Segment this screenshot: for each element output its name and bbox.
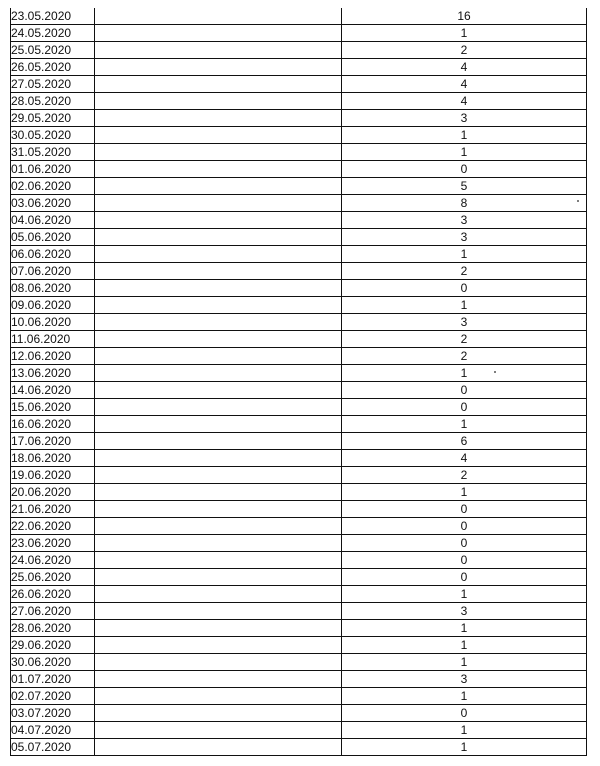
date-cell: 25.05.2020 [11, 42, 95, 59]
count-cell: 0 [342, 501, 587, 518]
date-cell: 30.05.2020 [11, 127, 95, 144]
date-cell: 20.06.2020 [11, 484, 95, 501]
table-row [11, 688, 587, 705]
count-cell: 4 [342, 59, 587, 76]
empty-cell [95, 365, 342, 382]
empty-cell [95, 246, 342, 263]
count-cell: 3 [342, 603, 587, 620]
table-row [11, 178, 587, 195]
table-row [11, 416, 587, 433]
table-row [11, 739, 587, 756]
table-row [11, 382, 587, 399]
empty-cell [95, 348, 342, 365]
scan-speck [494, 371, 496, 373]
count-cell: 3 [342, 229, 587, 246]
date-cell: 26.05.2020 [11, 59, 95, 76]
table-row [11, 331, 587, 348]
date-cell: 07.06.2020 [11, 263, 95, 280]
table-row [11, 314, 587, 331]
empty-cell [95, 671, 342, 688]
count-cell: 4 [342, 93, 587, 110]
empty-cell [95, 739, 342, 756]
date-cell: 17.06.2020 [11, 433, 95, 450]
table-row [11, 484, 587, 501]
date-cell: 19.06.2020 [11, 467, 95, 484]
table-row [11, 535, 587, 552]
date-cell: 22.06.2020 [11, 518, 95, 535]
table-row [11, 280, 587, 297]
date-cell: 16.06.2020 [11, 416, 95, 433]
empty-cell [95, 620, 342, 637]
empty-cell [95, 654, 342, 671]
date-cell: 23.06.2020 [11, 535, 95, 552]
count-cell: 2 [342, 331, 587, 348]
date-cell: 26.06.2020 [11, 586, 95, 603]
date-cell: 24.05.2020 [11, 25, 95, 42]
count-cell: 2 [342, 348, 587, 365]
date-cell: 04.07.2020 [11, 722, 95, 739]
empty-cell [95, 399, 342, 416]
date-cell: 02.06.2020 [11, 178, 95, 195]
empty-cell [95, 212, 342, 229]
empty-cell [95, 297, 342, 314]
date-cell: 05.07.2020 [11, 739, 95, 756]
count-cell: 0 [342, 569, 587, 586]
count-cell: 6 [342, 433, 587, 450]
empty-cell [95, 705, 342, 722]
count-cell: 1 [342, 654, 587, 671]
count-cell: 1 [342, 739, 587, 756]
table-row [11, 42, 587, 59]
count-cell: 1 [342, 246, 587, 263]
date-cell: 01.06.2020 [11, 161, 95, 178]
empty-cell [95, 178, 342, 195]
empty-cell [95, 263, 342, 280]
count-cell: 3 [342, 110, 587, 127]
empty-cell [95, 229, 342, 246]
date-cell: 29.05.2020 [11, 110, 95, 127]
empty-cell [95, 42, 342, 59]
count-cell: 1 [342, 365, 587, 382]
table-row [11, 348, 587, 365]
count-cell: 2 [342, 42, 587, 59]
empty-cell [95, 76, 342, 93]
empty-cell [95, 331, 342, 348]
table-row [11, 161, 587, 178]
table-row [11, 246, 587, 263]
count-cell: 5 [342, 178, 587, 195]
empty-cell [95, 569, 342, 586]
table-row [11, 93, 587, 110]
empty-cell [95, 195, 342, 212]
date-cell: 10.06.2020 [11, 314, 95, 331]
count-cell: 0 [342, 399, 587, 416]
table-row [11, 127, 587, 144]
date-cell: 01.07.2020 [11, 671, 95, 688]
count-cell: 1 [342, 416, 587, 433]
table-row [11, 671, 587, 688]
table-row [11, 552, 587, 569]
count-cell: 0 [342, 518, 587, 535]
count-cell: 0 [342, 382, 587, 399]
empty-cell [95, 688, 342, 705]
table-row [11, 229, 587, 246]
count-cell: 1 [342, 620, 587, 637]
empty-cell [95, 637, 342, 654]
empty-cell [95, 110, 342, 127]
count-cell: 0 [342, 705, 587, 722]
date-cell: 30.06.2020 [11, 654, 95, 671]
date-cell: 24.06.2020 [11, 552, 95, 569]
date-cell: 25.06.2020 [11, 569, 95, 586]
count-cell: 8 [342, 195, 587, 212]
empty-cell [95, 484, 342, 501]
table-row [11, 569, 587, 586]
empty-cell [95, 603, 342, 620]
count-cell: 1 [342, 722, 587, 739]
date-cell: 04.06.2020 [11, 212, 95, 229]
table-row [11, 212, 587, 229]
table-row [11, 110, 587, 127]
table-row [11, 144, 587, 161]
date-cell: 08.06.2020 [11, 280, 95, 297]
table-row [11, 501, 587, 518]
count-cell: 3 [342, 212, 587, 229]
date-cell: 27.05.2020 [11, 76, 95, 93]
empty-cell [95, 586, 342, 603]
table-row [11, 722, 587, 739]
count-cell: 1 [342, 637, 587, 654]
date-cell: 09.06.2020 [11, 297, 95, 314]
date-cell: 15.06.2020 [11, 399, 95, 416]
date-cell: 18.06.2020 [11, 450, 95, 467]
table-row [11, 433, 587, 450]
empty-cell [95, 25, 342, 42]
empty-cell [95, 161, 342, 178]
date-cell: 05.06.2020 [11, 229, 95, 246]
date-cell: 27.06.2020 [11, 603, 95, 620]
date-cell: 31.05.2020 [11, 144, 95, 161]
table-row [11, 654, 587, 671]
table-row [11, 637, 587, 654]
count-cell: 3 [342, 314, 587, 331]
date-cell: 28.05.2020 [11, 93, 95, 110]
table-body [11, 8, 587, 756]
count-cell: 1 [342, 586, 587, 603]
date-cell: 03.06.2020 [11, 195, 95, 212]
count-cell: 1 [342, 144, 587, 161]
count-cell: 0 [342, 161, 587, 178]
count-cell: 1 [342, 484, 587, 501]
empty-cell [95, 722, 342, 739]
count-cell: 2 [342, 467, 587, 484]
empty-cell [95, 144, 342, 161]
table-row [11, 263, 587, 280]
date-cell: 12.06.2020 [11, 348, 95, 365]
table-row [11, 620, 587, 637]
date-cell: 02.07.2020 [11, 688, 95, 705]
daily-count-table [10, 8, 587, 756]
date-cell: 13.06.2020 [11, 365, 95, 382]
count-cell: 16 [342, 8, 587, 25]
count-cell: 1 [342, 297, 587, 314]
table-row [11, 59, 587, 76]
empty-cell [95, 501, 342, 518]
date-cell: 14.06.2020 [11, 382, 95, 399]
count-cell: 0 [342, 552, 587, 569]
empty-cell [95, 93, 342, 110]
date-cell: 28.06.2020 [11, 620, 95, 637]
scan-speck [577, 200, 579, 202]
count-cell: 0 [342, 280, 587, 297]
date-cell: 06.06.2020 [11, 246, 95, 263]
date-cell: 03.07.2020 [11, 705, 95, 722]
count-cell: 4 [342, 450, 587, 467]
date-cell: 11.06.2020 [11, 331, 95, 348]
empty-cell [95, 467, 342, 484]
empty-cell [95, 450, 342, 467]
empty-cell [95, 59, 342, 76]
empty-cell [95, 314, 342, 331]
count-cell: 1 [342, 688, 587, 705]
table-row [11, 399, 587, 416]
empty-cell [95, 280, 342, 297]
empty-cell [95, 8, 342, 25]
count-cell: 1 [342, 127, 587, 144]
empty-cell [95, 127, 342, 144]
table-row [11, 297, 587, 314]
empty-cell [95, 433, 342, 450]
date-cell: 29.06.2020 [11, 637, 95, 654]
table-row [11, 8, 587, 25]
date-cell: 21.06.2020 [11, 501, 95, 518]
count-cell: 4 [342, 76, 587, 93]
empty-cell [95, 382, 342, 399]
table-row [11, 365, 587, 382]
empty-cell [95, 518, 342, 535]
date-cell: 23.05.2020 [11, 8, 95, 25]
table-row [11, 586, 587, 603]
table-row [11, 603, 587, 620]
table-row [11, 467, 587, 484]
empty-cell [95, 535, 342, 552]
table-row [11, 518, 587, 535]
count-cell: 3 [342, 671, 587, 688]
table-row [11, 76, 587, 93]
count-cell: 0 [342, 535, 587, 552]
table-row [11, 705, 587, 722]
table-row [11, 450, 587, 467]
empty-cell [95, 552, 342, 569]
count-cell: 1 [342, 25, 587, 42]
empty-cell [95, 416, 342, 433]
table-row [11, 25, 587, 42]
count-cell: 2 [342, 263, 587, 280]
table-row [11, 195, 587, 212]
